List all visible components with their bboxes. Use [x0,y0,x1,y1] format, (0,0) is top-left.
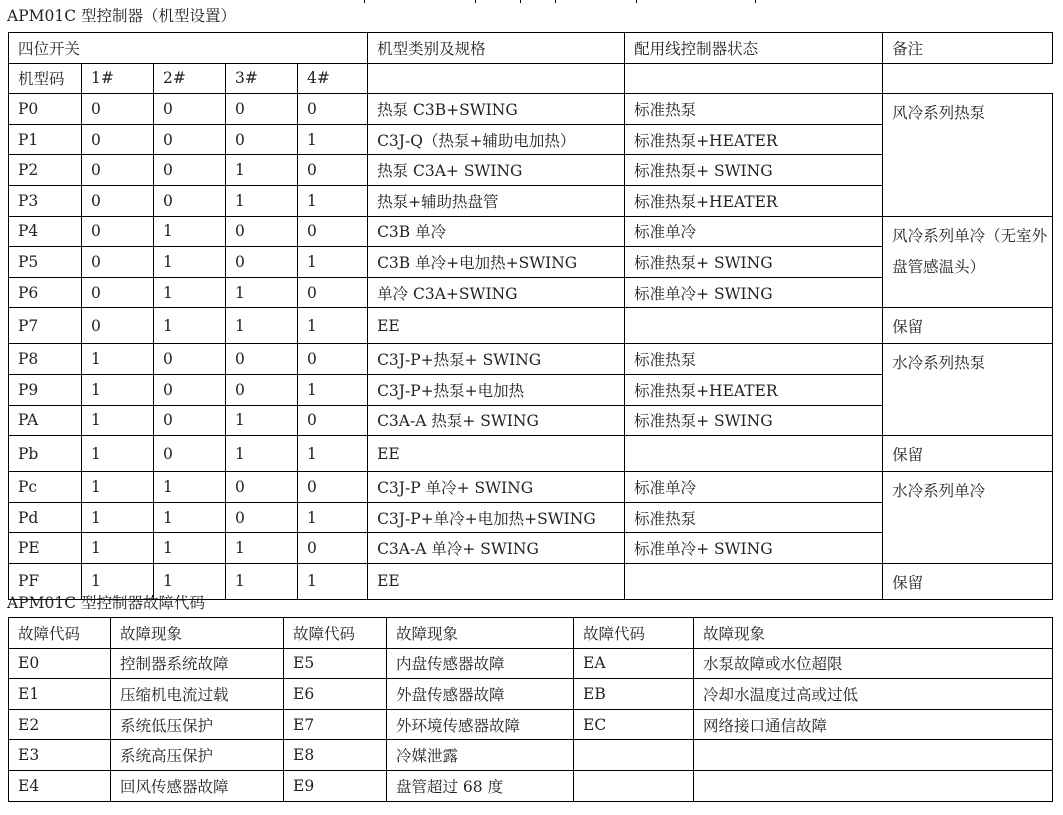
fault-code-cell: E2 [9,709,111,740]
note-cell: 保留 [883,308,1053,344]
fault-code-header: 故障代码 [284,618,387,649]
top-border-fragment [520,0,521,3]
fault-code-cell: E7 [284,709,387,740]
switch-2-cell: 0 [154,185,226,216]
switch-3-cell: 1 [226,533,298,564]
switch-1-cell: 1 [82,344,154,375]
switch-3-cell: 0 [226,374,298,405]
model-spec-header: 机型类别及规格 [368,33,625,64]
switch-1-cell: 0 [82,124,154,155]
fault-code-cell: E6 [284,679,387,710]
switch-2-cell: 0 [154,405,226,436]
wire-controller-cell: 标准热泵+HEATER [625,374,883,405]
model-spec-cell: C3A-A 单冷+ SWING [368,533,625,564]
switch-2-cell: 0 [154,436,226,472]
wire-controller-cell: 标准单冷+ SWING [625,277,883,308]
switch-1-cell: 0 [82,216,154,247]
model-code-cell: PA [9,405,82,436]
wire-controller-cell [625,436,883,472]
switch-2-cell: 1 [154,502,226,533]
switch-4-cell: 0 [298,472,368,503]
wire-controller-cell: 标准热泵 [625,502,883,533]
table-row [9,436,1053,472]
switch-3-cell: 0 [226,247,298,278]
fault-code-cell: E1 [9,679,111,710]
note-cell: 水冷系列热泵 [883,344,1053,436]
fault-code-cell: E0 [9,648,111,679]
switch-2-cell: 1 [154,277,226,308]
wire-controller-cell: 标准热泵 [625,94,883,125]
fault-code-cell [574,770,694,801]
wire-controller-cell: 标准热泵+HEATER [625,185,883,216]
switch-4-cell: 0 [298,405,368,436]
fault-symptom-cell: 外盘传感器故障 [387,679,574,710]
fault-symptom-header: 故障现象 [111,618,284,649]
top-border-fragment [755,0,756,3]
fault-row [9,648,1053,679]
switch-4-cell: 0 [298,94,368,125]
switch-4-cell: 1 [298,563,368,599]
model-spec-cell: 热泵 C3B+SWING [368,94,625,125]
model-spec-cell: C3J-P+热泵+电加热 [368,374,625,405]
note-cell: 风冷系列单冷（无室外盘管感温头） [883,216,1053,308]
model-spec-cell: 热泵+辅助热盘管 [368,185,625,216]
switch-group-header: 四位开关 [9,33,368,64]
model-setting-table [8,32,1053,600]
switch-1-cell: 0 [82,185,154,216]
fault-code-cell: E9 [284,770,387,801]
model-code-cell: Pc [9,472,82,503]
model-code-cell: P1 [9,124,82,155]
wire-controller-header: 配用线控制器状态 [625,33,883,64]
table-row [9,344,1053,375]
switch-1-cell: 1 [82,563,154,599]
switch-3-cell: 1 [226,185,298,216]
wire-controller-cell: 标准单冷 [625,472,883,503]
model-code-cell: PE [9,533,82,564]
switch-3-cell: 0 [226,216,298,247]
switch-3-cell: 0 [226,124,298,155]
switch-1-cell: 0 [82,277,154,308]
switch-1-cell: 1 [82,533,154,564]
model-spec-cell: C3J-P+单冷+电加热+SWING [368,502,625,533]
switch-4-cell: 0 [298,344,368,375]
wire-controller-cell: 标准热泵+HEATER [625,124,883,155]
model-code-cell: P3 [9,185,82,216]
model-spec-cell: EE [368,436,625,472]
fault-symptom-cell: 网络接口通信故障 [694,709,1053,740]
fault-symptom-header: 故障现象 [387,618,574,649]
table-row [9,94,1053,125]
switch-3-cell: 1 [226,308,298,344]
switch-4-cell: 1 [298,436,368,472]
fault-symptom-cell: 盘管超过 68 度 [387,770,574,801]
fault-code-cell: E3 [9,740,111,771]
switch-4-cell: 1 [298,502,368,533]
switch-1-cell: 1 [82,405,154,436]
fault-symptom-cell [694,770,1053,801]
model-spec-cell: C3J-Q（热泵+辅助电加热） [368,124,625,155]
notes-header: 备注 [883,33,1053,64]
fault-symptom-cell: 水泵故障或水位超限 [694,648,1053,679]
switch-1-cell: 1 [82,502,154,533]
note-cell: 保留 [883,436,1053,472]
model-spec-cell: 单冷 C3A+SWING [368,277,625,308]
note-cell: 水冷系列单冷 [883,472,1053,564]
note-cell: 风冷系列热泵 [883,94,1053,216]
switch-1-cell: 0 [82,308,154,344]
switch-4-cell: 1 [298,308,368,344]
switch-4-cell: 0 [298,277,368,308]
switch-2-header: 2# [154,63,226,94]
switch-1-cell: 0 [82,155,154,186]
switch-3-cell: 0 [226,502,298,533]
switch-2-cell: 0 [154,155,226,186]
fault-code-cell [574,740,694,771]
switch-3-cell: 1 [226,277,298,308]
switch-1-header: 1# [82,63,154,94]
wire-controller-cell: 标准热泵+ SWING [625,405,883,436]
fault-code-cell: EB [574,679,694,710]
switch-3-cell: 1 [226,155,298,186]
model-spec-cell: EE [368,563,625,599]
fault-table-title: APM01C 型控制器故障代码 [7,594,206,612]
fault-symptom-cell: 冷却水温度过高或过低 [694,679,1053,710]
switch-3-cell: 0 [226,94,298,125]
fault-row [9,709,1053,740]
switch-2-cell: 0 [154,344,226,375]
top-border-fragment [555,0,556,3]
fault-symptom-cell: 内盘传感器故障 [387,648,574,679]
model-code-header: 机型码 [9,63,82,94]
fault-code-header: 故障代码 [9,618,111,649]
top-border-fragment [636,0,637,3]
wire-controller-cell: 标准热泵+ SWING [625,155,883,186]
model-code-cell: P9 [9,374,82,405]
switch-2-cell: 1 [154,216,226,247]
wire-controller-cell [625,563,883,599]
switch-2-cell: 1 [154,472,226,503]
switch-2-cell: 0 [154,124,226,155]
fault-code-table [8,617,1053,802]
wire-controller-cell: 标准热泵 [625,344,883,375]
switch-1-cell: 0 [82,247,154,278]
table-row [9,216,1053,247]
switch-3-cell: 1 [226,563,298,599]
switch-3-cell: 0 [226,472,298,503]
switch-1-cell: 1 [82,472,154,503]
switch-2-cell: 1 [154,563,226,599]
fault-row [9,770,1053,801]
model-spec-cell: C3A-A 热泵+ SWING [368,405,625,436]
model-spec-cell: EE [368,308,625,344]
model-spec-cell: C3J-P+热泵+ SWING [368,344,625,375]
header-row [9,33,1053,64]
wire-controller-cell [625,63,883,94]
model-spec-cell [368,63,625,94]
top-border-fragment [475,0,476,3]
fault-symptom-cell: 系统高压保护 [111,740,284,771]
fault-symptom-cell: 压缩机电流过载 [111,679,284,710]
wire-controller-cell [625,308,883,344]
fault-symptom-cell: 控制器系统故障 [111,648,284,679]
switch-2-cell: 0 [154,94,226,125]
model-code-cell: P7 [9,308,82,344]
switch-4-cell: 1 [298,185,368,216]
fault-symptom-header: 故障现象 [694,618,1053,649]
switch-2-cell: 1 [154,308,226,344]
model-code-cell: P5 [9,247,82,278]
mode-table-title: APM01C 型控制器（机型设置） [7,7,237,25]
switch-1-cell: 1 [82,436,154,472]
fault-row [9,679,1053,710]
wire-controller-cell: 标准单冷+ SWING [625,533,883,564]
switch-4-cell: 0 [298,155,368,186]
fault-symptom-cell [694,740,1053,771]
model-code-cell: PF [9,563,82,599]
model-spec-cell: C3B 单冷+电加热+SWING [368,247,625,278]
switch-2-cell: 1 [154,533,226,564]
switch-4-header: 4# [298,63,368,94]
switch-3-cell: 1 [226,405,298,436]
fault-code-header: 故障代码 [574,618,694,649]
fault-symptom-cell: 外环境传感器故障 [387,709,574,740]
switch-3-cell: 0 [226,344,298,375]
switch-2-cell: 0 [154,374,226,405]
fault-symptom-cell: 冷媒泄露 [387,740,574,771]
wire-controller-cell: 标准单冷 [625,216,883,247]
table-row [9,472,1053,503]
model-code-cell: Pb [9,436,82,472]
fault-code-cell: EC [574,709,694,740]
model-code-cell: Pd [9,502,82,533]
switch-2-cell: 1 [154,247,226,278]
fault-code-cell: E5 [284,648,387,679]
wire-controller-cell: 标准热泵+ SWING [625,247,883,278]
model-spec-cell: 热泵 C3A+ SWING [368,155,625,186]
model-spec-cell: C3B 单冷 [368,216,625,247]
fault-symptom-cell: 系统低压保护 [111,709,284,740]
fault-code-cell: EA [574,648,694,679]
model-code-cell: P6 [9,277,82,308]
switch-4-cell: 1 [298,374,368,405]
model-code-cell: P2 [9,155,82,186]
subheader-row [9,63,1053,94]
switch-4-cell: 1 [298,124,368,155]
fault-header-row [9,618,1053,649]
table-row [9,308,1053,344]
switch-4-cell: 1 [298,247,368,278]
fault-code-cell: E4 [9,770,111,801]
switch-3-cell: 1 [226,436,298,472]
model-code-cell: P8 [9,344,82,375]
model-code-cell: P4 [9,216,82,247]
note-cell: 保留 [883,563,1053,599]
switch-1-cell: 1 [82,374,154,405]
fault-symptom-cell: 回风传感器故障 [111,770,284,801]
model-code-cell: P0 [9,94,82,125]
fault-row [9,740,1053,771]
model-spec-cell: C3J-P 单冷+ SWING [368,472,625,503]
switch-3-header: 3# [226,63,298,94]
switch-4-cell: 0 [298,216,368,247]
switch-1-cell: 0 [82,94,154,125]
top-border-fragment [364,0,365,3]
switch-4-cell: 0 [298,533,368,564]
fault-code-cell: E8 [284,740,387,771]
